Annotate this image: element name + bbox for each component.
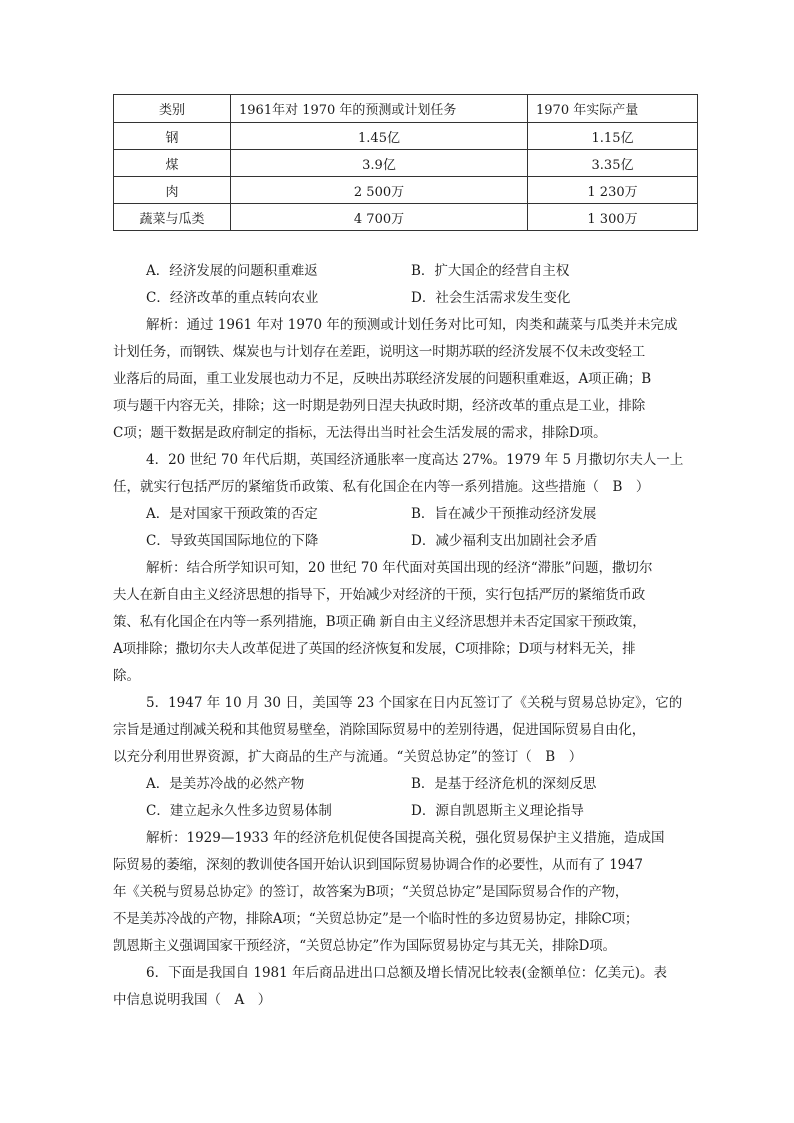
q6-stem-line: 6．下面是我国自 1981 年后商品进出口总额及增长情况比较表(金额单位：亿美元)。表 <box>146 965 668 981</box>
q5-option-c: C．建立起永久性多边贸易体制 <box>146 803 332 819</box>
q5-stem-line: 以充分利用世界资源，扩大商品的生产与流通。“关贸总协定”的签订（ B ） <box>113 749 583 765</box>
q5-option-b: B．是基于经济危机的深刻反思 <box>411 776 597 792</box>
q3-analysis-line: 计划任务，而钢铁、煤炭也与计划存在差距，说明这一时期苏联的经济发展不仅未改变轻工 <box>113 344 645 360</box>
table-cell: 肉 <box>114 177 231 204</box>
table-cell: 1.15亿 <box>528 123 698 150</box>
q5-analysis-line: 解析：1929—1933 年的经济危机促使各国提高关税，强化贸易保护主义措施，造成国 <box>146 830 665 846</box>
q4-analysis-line: 解析：结合所学知识可知，20 世纪 70 年代面对英国出现的经济“滞胀”问题，撒切尔 <box>146 560 653 576</box>
q4-analysis-line: 策、私有化国企在内等一系列措施，B项正确 新自由主义经济思想并未否定国家干预政策， <box>113 614 646 630</box>
q6-stem-line: 中信息说明我国（ A ） <box>113 992 272 1008</box>
q4-options-row-1 <box>113 501 683 528</box>
q3-analysis-line: 解析：通过 1961 年对 1970 年的预测或计划任务对比可知，肉类和蔬菜与瓜类并未完成 <box>146 317 678 333</box>
q5-options-row-2 <box>113 798 683 825</box>
q3-option-c: C．经济改革的重点转向农业 <box>146 290 319 306</box>
q3-option-a: A．经济发展的问题积重难返 <box>146 263 318 279</box>
q4-option-a: A．是对国家干预政策的否定 <box>146 506 318 522</box>
table-cell: 3.9亿 <box>231 150 528 177</box>
q5-options-row-1 <box>113 771 683 798</box>
table-cell: 煤 <box>114 150 231 177</box>
table-cell: 3.35亿 <box>528 150 698 177</box>
question-content <box>113 258 683 1014</box>
q5-analysis-line: 际贸易的萎缩，深刻的教训使各国开始认识到国际贸易协调合作的必要性，从而有了 1947 <box>113 857 643 873</box>
q3-options-row-2 <box>113 285 683 312</box>
q5-analysis-line: 凯恩斯主义强调国家干预经济，“关贸总协定”作为国际贸易协定与其无关，排除D项。 <box>113 938 616 954</box>
q4-stem-line: 任，就实行包括严厉的紧缩货币政策、私有化国企在内等一系列措施。这些措施（ B ） <box>113 479 650 495</box>
table-cell: 蔬菜与瓜类 <box>114 204 231 231</box>
production-table <box>113 94 698 231</box>
q5-option-a: A．是美苏冷战的必然产物 <box>146 776 305 792</box>
q5-analysis-line: 不是美苏冷战的产物，排除A项；“关贸总协定”是一个临时性的多边贸易协定，排除C项； <box>113 911 639 927</box>
q5-option-d: D．源自凯恩斯主义理论指导 <box>411 803 584 819</box>
table-row <box>114 150 698 177</box>
table-cell: 1 300万 <box>528 204 698 231</box>
q5-stem-line: 5．1947 年 10 月 30 日，美国等 23 个国家在日内瓦签订了《关税与贸易总协定》，它的 <box>146 695 683 711</box>
q3-option-d: D．社会生活需求发生变化 <box>411 290 571 306</box>
q3-analysis-line: 业落后的局面，重工业发展也动力不足，反映出苏联经济发展的问题积重难返，A项正确；B <box>113 371 651 387</box>
table-header-cell: 1970 年实际产量 <box>528 95 698 123</box>
q3-analysis-line: 项与题干内容无关，排除；这一时期是勃列日涅夫执政时期，经济改革的重点是工业，排除 <box>113 398 645 414</box>
q4-option-d: D．减少福利支出加剧社会矛盾 <box>411 533 598 549</box>
table-row <box>114 177 698 204</box>
q3-analysis-line: C项；题干数据是政府制定的指标，无法得出当时社会生活发展的需求，排除D项。 <box>113 425 607 441</box>
q5-stem-line: 宗旨是通过削减关税和其他贸易壁垒，消除国际贸易中的差别待遇，促进国际贸易自由化， <box>113 722 645 738</box>
q3-option-b: B．扩大国企的经营自主权 <box>411 263 570 279</box>
q4-analysis-line: A项排除；撒切尔夫人改革促进了英国的经济恢复和发展，C项排除；D项与材料无关，排 <box>113 641 636 657</box>
table-cell: 钢 <box>114 123 231 150</box>
table-row <box>114 123 698 150</box>
q4-analysis-line: 除。 <box>113 668 140 684</box>
table-header-row <box>114 95 698 123</box>
table-cell: 1.45亿 <box>231 123 528 150</box>
table-header-cell: 类别 <box>114 95 231 123</box>
q4-option-c: C．导致英国国际地位的下降 <box>146 533 319 549</box>
q4-stem-line: 4．20 世纪 70 年代后期，英国经济通胀率一度高达 27%。1979 年 5 月撒切尔夫人一上 <box>146 452 683 468</box>
table-cell: 2 500万 <box>231 177 528 204</box>
table-cell: 1 230万 <box>528 177 698 204</box>
table-header-cell: 1961年对 1970 年的预测或计划任务 <box>231 95 528 123</box>
q5-analysis-line: 年《关税与贸易总协定》的签订，故答案为B项；“关贸总协定”是国际贸易合作的产物， <box>113 884 629 900</box>
q4-analysis-line: 夫人在新自由主义经济思想的指导下，开始减少对经济的干预，实行包括严厉的紧缩货币政 <box>113 587 645 603</box>
table-cell: 4 700万 <box>231 204 528 231</box>
q3-options-row-1 <box>113 258 683 285</box>
table-row <box>114 204 698 231</box>
q4-option-b: B．旨在减少干预推动经济发展 <box>411 506 597 522</box>
q4-options-row-2 <box>113 528 683 555</box>
